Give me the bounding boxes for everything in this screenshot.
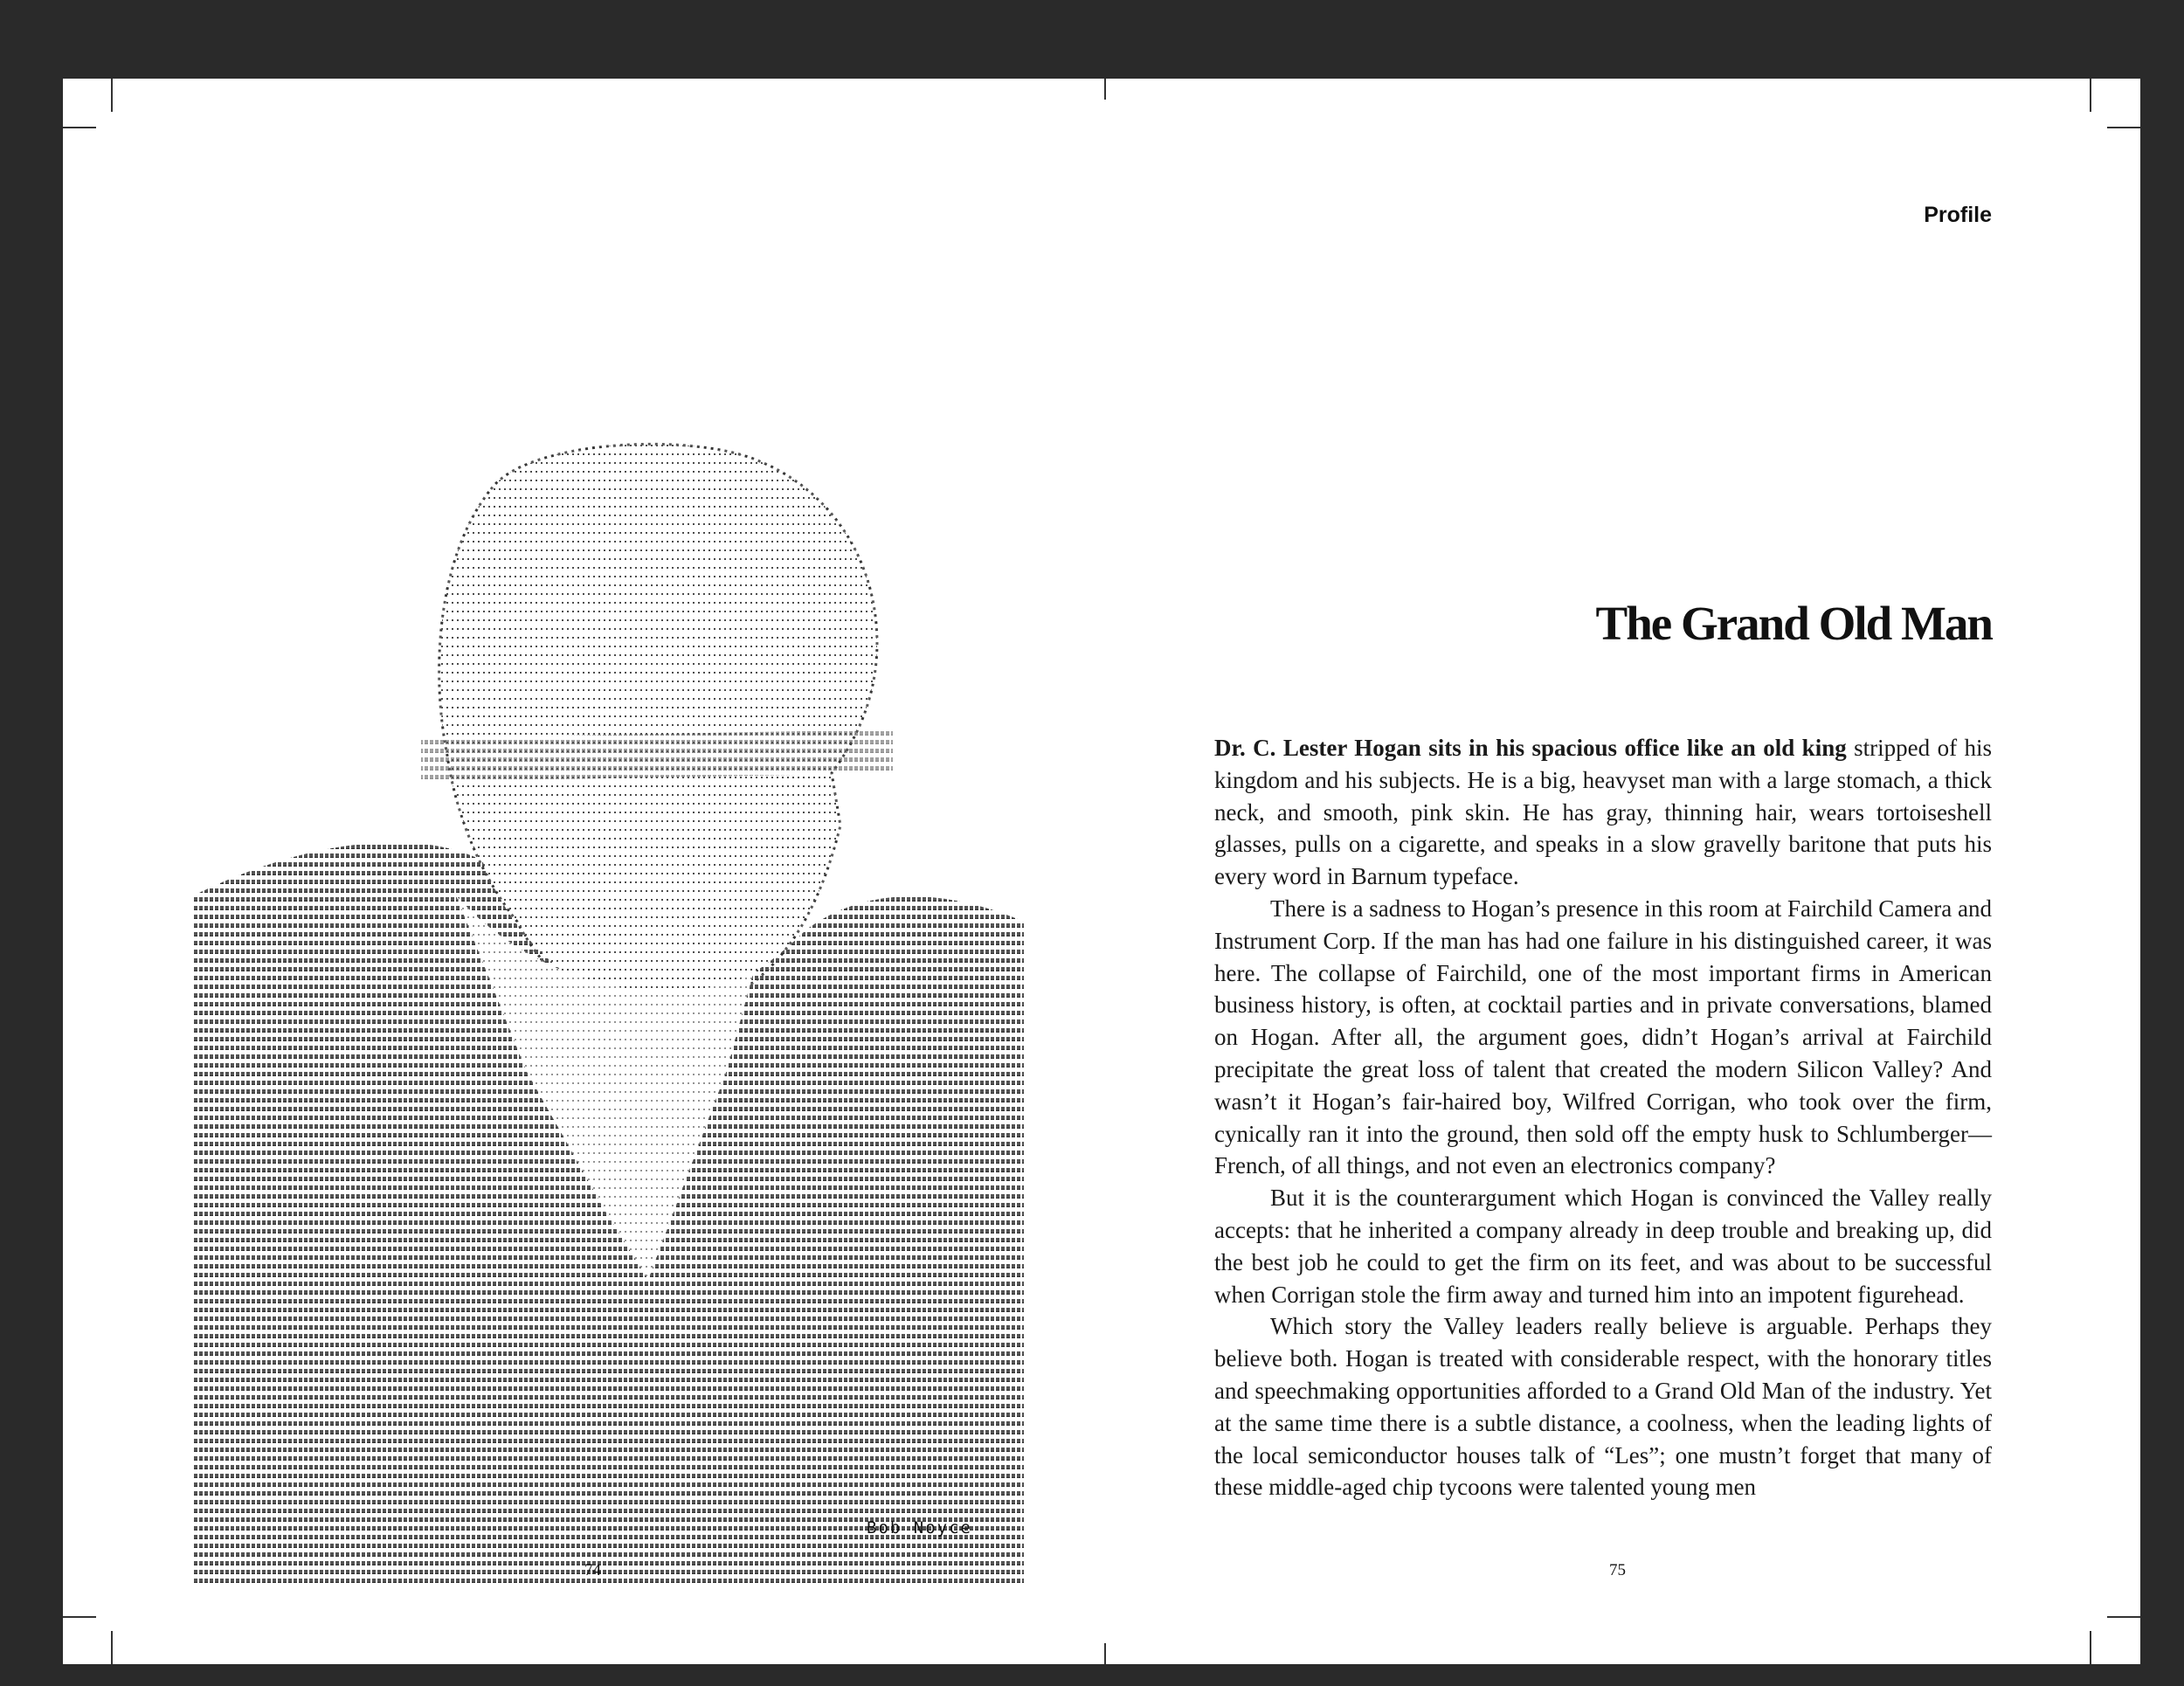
section-label: Profile — [1924, 203, 1992, 227]
article-paragraph: There is a sadness to Hogan’s presence in this room at Fairchild Camera and Instrument Corp. If the man has had one failure in his distinguished career, it was here. The collapse of Fairchild, one of the most important firms in American business history, is often, at cocktail parties and in private conversations, blamed on Hogan. After all, the argument goes, didn’t Hogan’s arrival at Fairchild precipitate the great loss of talent that created the modern Silicon Valley? And wasn’t it Hogan’s fair-haired boy, Wilfred Corrigan, who took over the firm, cynically ran it into the ground, then sold off the empty husk to Schlumberger—French, of all things, and not even an electronics company? — [1214, 895, 1992, 1179]
paragraph-text: stripped of his kingdom and his subjects. He is a big, heavyset man with a large stomach, a thick neck, and smooth, pink skin. He has gray, thinning hair, wears tortoiseshell glasses, pulls on a cigarette, and speaks in a slow gravelly baritone that puts his every word in Barnum typeface. — [1214, 735, 1992, 890]
article-paragraph: Which story the Valley leaders really believe is arguable. Perhaps they believe both. Hogan is treated with considerable respect, with the honorary titles and speechmaking opportunities afforded to a Grand Old Man of the industry. Yet at the same time there is a subtle distance, a coolness, when the leading lights of the local semiconductor houses talk of “Les”; one mustn’t forget that many of these middle-aged chip tycoons were talented young men — [1214, 1313, 1992, 1501]
page-number-right: 75 — [1609, 1561, 1626, 1579]
photo-caption: Bob Noyce — [867, 1518, 972, 1537]
crop-mark — [111, 79, 113, 112]
crop-mark — [1104, 1643, 1106, 1664]
crop-mark — [111, 1631, 113, 1664]
article-paragraph: But it is the counterargument which Hogan is convinced the Valley really accepts: that he inherited a company already in deep trouble and breaking up, did the best job he could to get the firm on its feet, and was about to be successful when Corrigan stole the firm away and turned him into an impotent figurehead. — [1214, 1185, 1992, 1308]
article-body — [1214, 732, 1992, 1503]
crop-mark — [2107, 1616, 2140, 1618]
book-spread — [63, 79, 2140, 1664]
ascii-portrait-image — [194, 406, 1024, 1586]
article-paragraph — [1214, 732, 1992, 893]
article-lede: Dr. C. Lester Hogan sits in his spacious office like an old king — [1214, 735, 1847, 761]
crop-mark — [2090, 79, 2091, 112]
portrait-svg — [194, 406, 1024, 1586]
article-title: The Grand Old Man — [1595, 597, 1992, 650]
crop-mark — [2107, 127, 2140, 128]
crop-mark — [63, 127, 96, 128]
crop-mark — [63, 1616, 96, 1618]
crop-mark — [1104, 79, 1106, 100]
page-number-left: 74 — [584, 1561, 601, 1579]
crop-mark — [2090, 1631, 2091, 1664]
